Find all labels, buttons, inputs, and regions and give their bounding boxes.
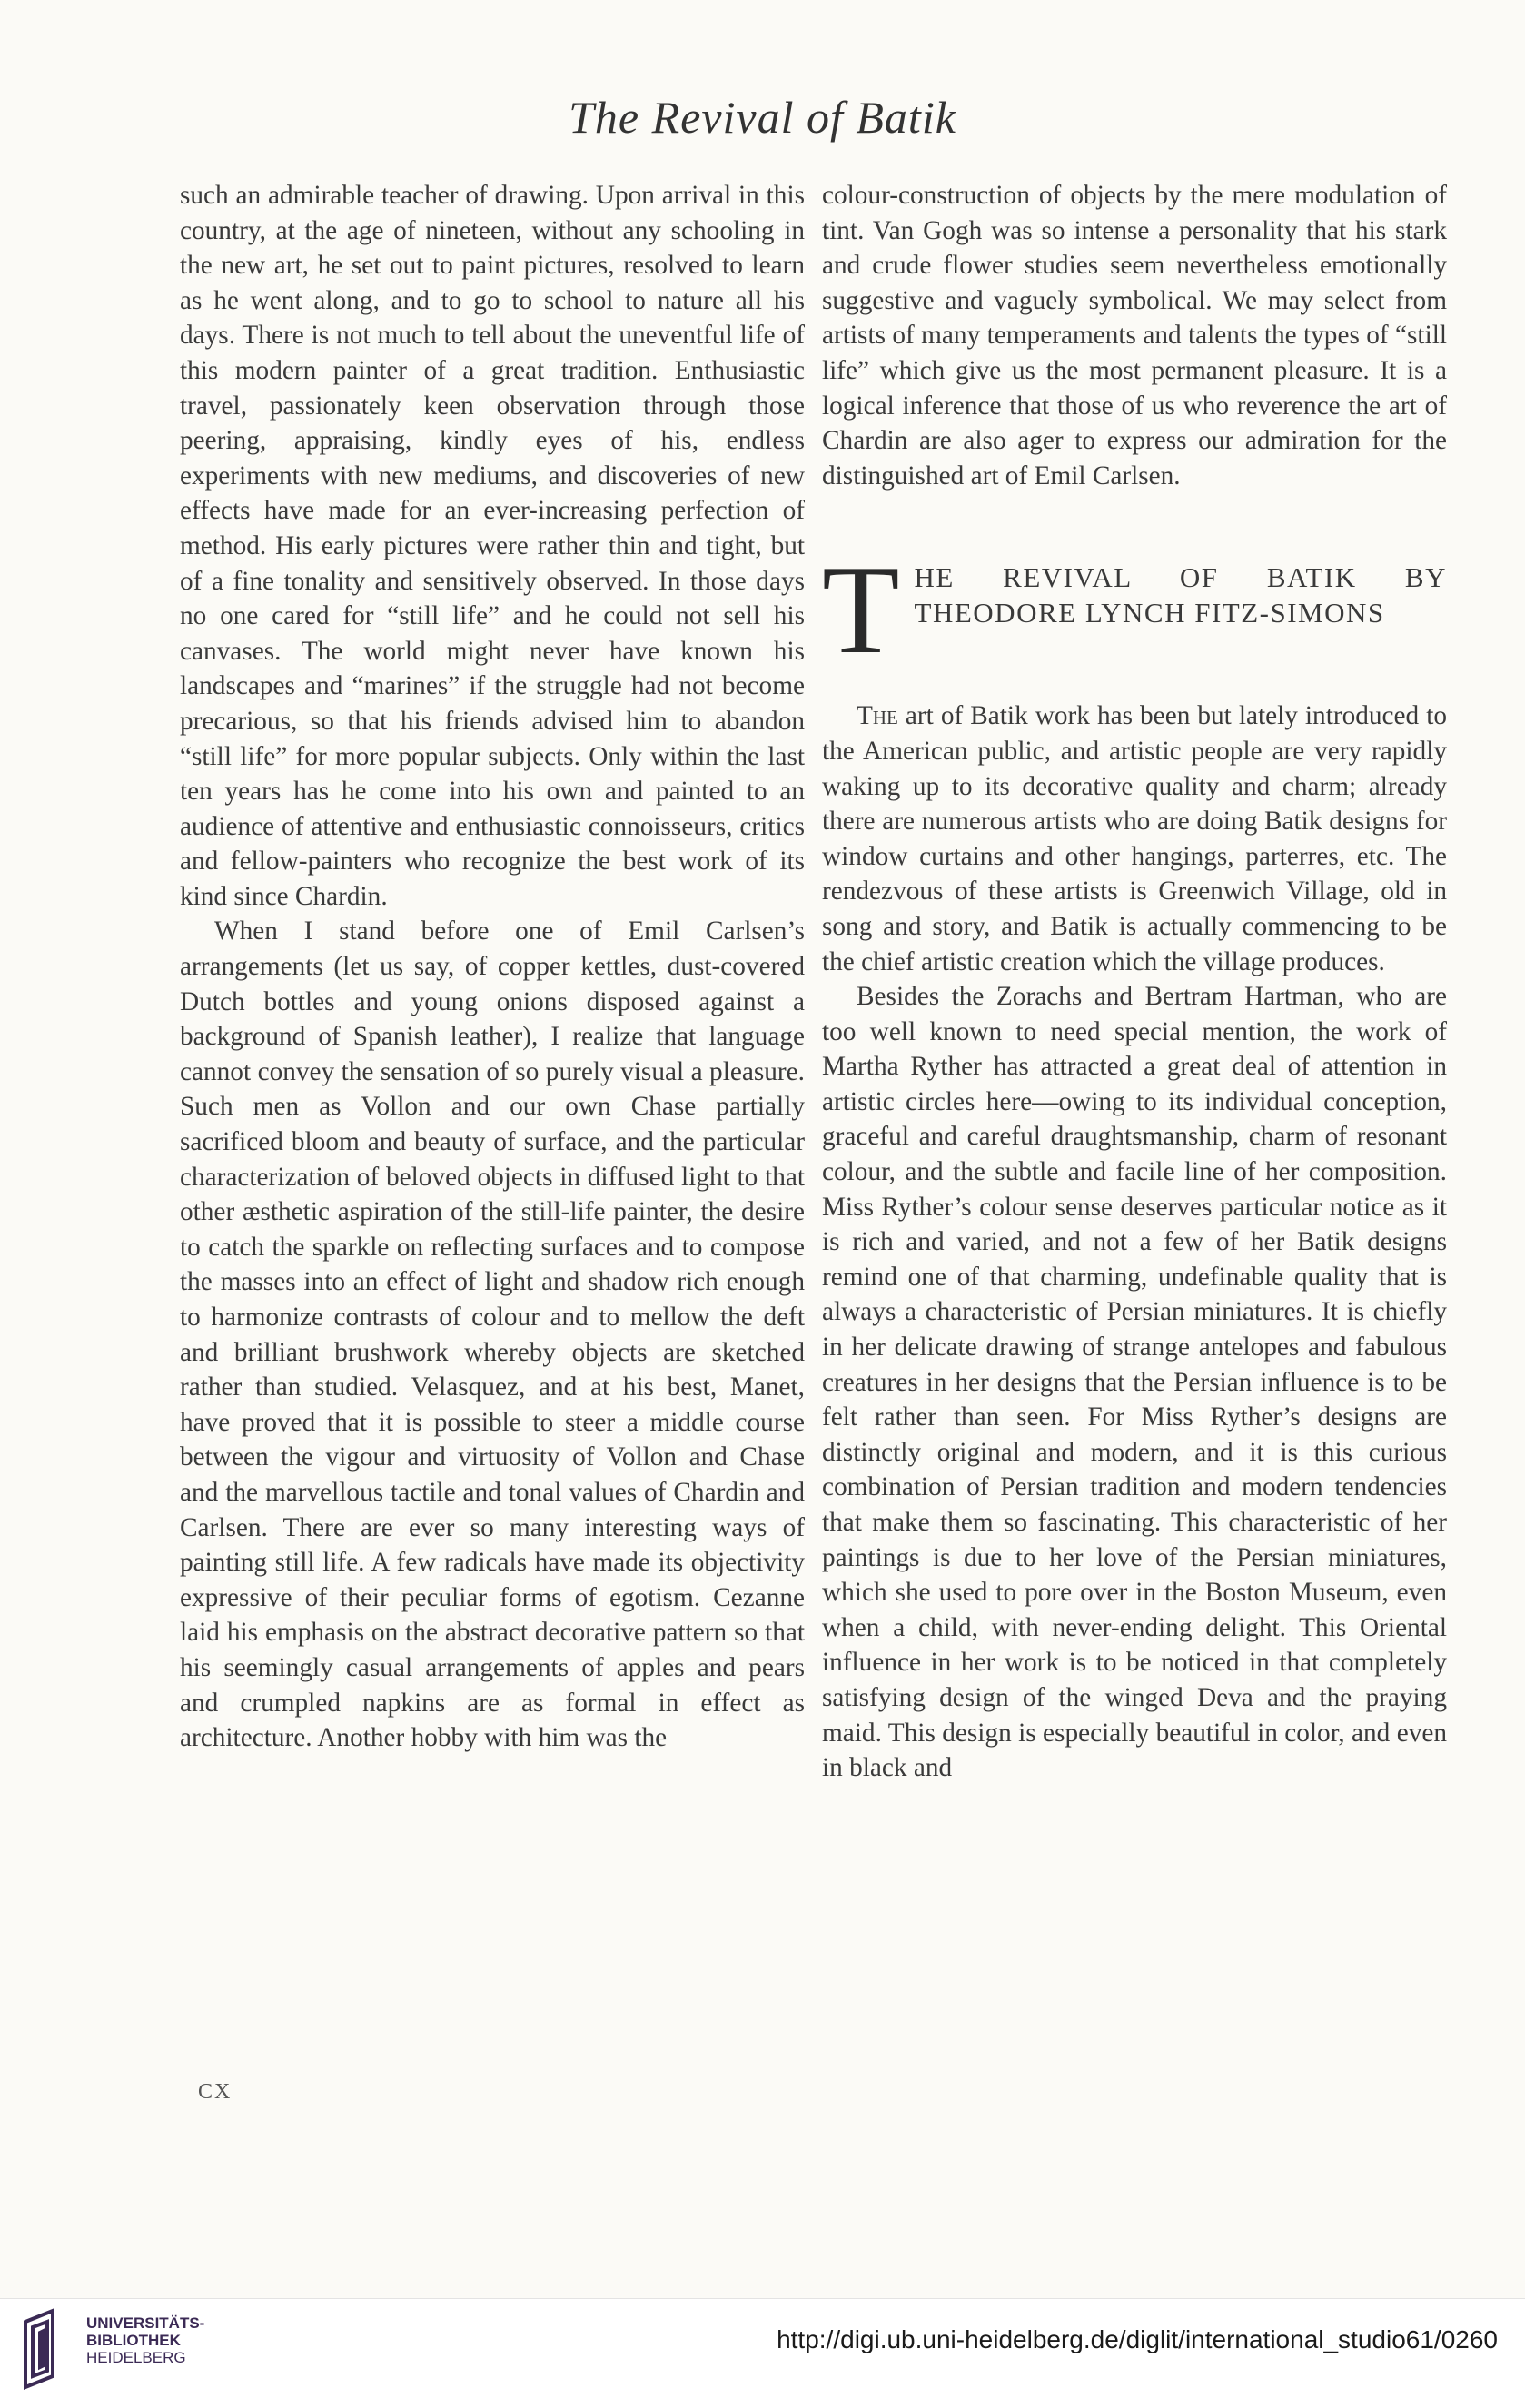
paragraph: When I stand before one of Emil Carlsen’s arrangements (let us say, of copper kettles, dust-covered Dutch bottles and young onions disposed against a background of Spanish leather), I realize that language cannot convey the sensation of so purely visual a pleasure. Such men as Vollon and our own Chase partially sacrificed bloom and beauty of surface, and the particular characterization of beloved objects in diffused light to that other æsthetic aspiration of the still-life painter, the desire to catch the sparkle on reflecting surfaces and to compose the masses into an effect of light and shadow rich enough to harmonize contrasts of colour and to mellow the deft and brilliant brushwork whereby objects are sketched rather than studied. Velasquez, and at his best, Manet, have proved that it is possible to steer a middle course between the vigour and virtuosity of Vollon and Chase and the marvellous tactile and tonal values of Chardin and Carlsen. There are ever so many interesting ways of painting still life. A few radicals have made its objectivity expressive of their peculiar forms of egotism. Cezanne laid his emphasis on the abstract decorative pattern so that his seemingly casual arrangements of apples and pears and crumpled napkins are as formal in effect as architecture. Another hobby with him was the	[180, 917, 805, 1753]
article-title: HE REVIVAL OF BATIK BY THEODORE LYNCH FITZ-SIMONS	[914, 561, 1447, 629]
source-url-link[interactable]: http://digi.ub.uni-heidelberg.de/diglit/international_studio61/0260	[777, 2325, 1498, 2353]
page-number: CX	[198, 2080, 233, 2104]
institution-line: HEIDELBERG	[86, 2349, 186, 2366]
paragraph: Besides the Zorachs and Bertram Hartman, who are too well known to need special mention, the work of Martha Ryther has attracted a great deal of attention in artistic circles here—owing to its individual conception, graceful and careful draughtsmanship, charm of resonant colour, and the subtle and facile line of her composition. Miss Ryther’s colour sense deserves particular notice as it is rich and varied, and not a few of her Batik designs remind one of that charming, undefinable quality that is always a characteristic of Persian miniatures. It is chiefly in her delicate drawing of strange antelopes and fabulous creatures in her designs that the Persian influence is to be felt rather than seen. For Miss Ryther’s designs are distinctly original and modern, and it is this curious combination of Persian tradition and modern tendencies that make them so fascinating. This characteristic of her paintings is due to her love of the Persian miniatures, which she used to pore over in the Boston Museum, even when a child, with never-ending delight. This Oriental influence in her work is to be noticed in that completely satisfying design of the winged Deva and the praying maid. This design is especially beautiful in color, and even in black and	[822, 982, 1447, 1783]
article-heading	[822, 540, 1447, 681]
running-head: The Revival of Batik	[569, 92, 956, 143]
paragraph: such an admirable teacher of drawing. Upon arrival in this country, at the age of nineteen, without any schooling in the new art, he set out to paint pictures, resolved to learn as he went along, and to go to school to nature all his days. There is not much to tell about the uneventful life of this modern painter of a great tradition. Enthusiastic travel, passionately keen observation through those peering, appraising, kindly eyes of his, endless experiments with new mediums, and discoveries of new effects have made for an ever-increasing perfection of method. His early pictures were rather thin and tight, but of a fine tonality and sensitively observed. In those days no one cared for “still life” and he could not sell his canvases. The world might never have known his landscapes and “marines” if the struggle had not become precarious, so that his friends advised him to abandon “still life” for more popular subjects. Only within the last ten years has he come into his own and painted to an audience of attentive and enthusiastic connoisseurs, critics and fellow-painters who recognize the best work of its kind since Chardin.	[180, 181, 805, 911]
institution-name	[86, 2314, 204, 2366]
paragraph: colour-construction of objects by the mere modulation of tint. Van Gogh was so intense a personality that his stark and crude flower studies seem nevertheless emotionally suggestive and vaguely symbolical. We may select from artists of many temperaments and talents the types of “still life” which give us the most permanent pleasure. It is a logical inference that those of us who reverence the art of Chardin are also ager to express our admiration for the distinguished art of Emil Carlsen.	[822, 181, 1447, 491]
lead-word: The	[857, 701, 898, 731]
institution-line: BIBLIOTHEK	[86, 2332, 181, 2349]
paragraph	[822, 699, 1447, 979]
drop-cap: T	[822, 540, 900, 681]
left-column	[180, 178, 805, 1756]
institution-line: UNIVERSITÄTS-	[86, 2314, 205, 2332]
paragraph-body: art of Batik work has been but lately introduced to the American public, and artistic people are very rapidly waking up to its decorative quality and charm; already there are numerous artists who are doing Batik designs for window curtains and other hangings, parterres, etc. The rendezvous of these artists is Greenwich Village, old in song and story, and Batik is actually commencing to be the chief artistic creation which the village produces.	[822, 701, 1447, 976]
right-column	[822, 178, 1447, 1786]
